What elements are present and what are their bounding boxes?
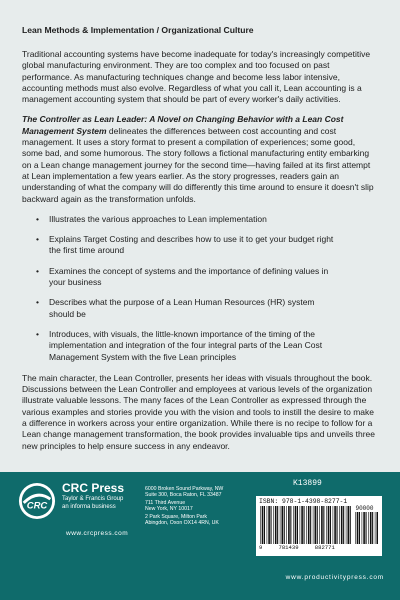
list-item-text: Introduces, with visuals, the little-known importance of the timing of the implementation and integration of the four integral parts of the Lean Cost Management System with the five Lean principles	[49, 328, 323, 362]
publisher-website[interactable]: www.crcpress.com	[66, 530, 129, 537]
address-new-york	[145, 500, 255, 513]
closing-paragraph: The main character, the Lean Controller, presents her ideas with visuals throughout the book. Discussions between the Lean Controller and employees at various levels of the organization illustrate valuable lessons. The many faces of the Lean Controller as expressed through the various examples and stories provide you with the vision and tools to instill the desire to make a difference in workers across your entire organization. While there is no recipe to follow for a Lean change management transformation, the book provides invaluable tips and unveils three new principles to help ensure success in any endeavor.	[22, 372, 375, 451]
address-line: New York, NY 10017	[145, 506, 193, 513]
addon-barcode	[351, 505, 378, 544]
publisher-brand	[62, 482, 124, 511]
publisher-tagline: an informa business	[62, 504, 116, 510]
category-heading: Lean Methods & Implementation / Organizational Culture	[22, 25, 254, 35]
bullet-icon: •	[36, 213, 39, 224]
list-item	[36, 234, 336, 257]
publisher-group: Taylor & Francis Group	[62, 496, 124, 502]
barcode-digits	[259, 544, 379, 551]
isbn-barcode	[256, 496, 382, 556]
isbn-text: ISBN: 978-1-4398-8277-1	[259, 498, 348, 505]
address-line: 711 Third Avenue	[145, 499, 186, 506]
bullet-icon: •	[36, 297, 39, 308]
product-website[interactable]: www.productivitypress.com	[285, 574, 384, 581]
crc-logo-icon	[18, 482, 56, 520]
address-line: Suite 300, Boca Raton, FL 33487	[145, 492, 222, 499]
address-line: Abingdon, Oxon OX14 4RN, UK	[145, 520, 219, 527]
barcode-bars	[259, 506, 379, 544]
address-line: 6000 Broken Sound Parkway, NW	[145, 486, 224, 492]
address-line: 2 Park Square, Milton Park	[145, 513, 207, 520]
list-item-text: Illustrates the various approaches to Lean implementation	[49, 213, 267, 224]
list-item-text: Explains Target Costing and describes how to use it to get your budget right the first time around	[49, 234, 334, 256]
address-boca-raton	[145, 486, 255, 499]
book-summary-paragraph	[22, 114, 378, 204]
list-item	[36, 329, 336, 363]
list-item	[36, 297, 336, 320]
catalog-number: K13899	[293, 479, 322, 488]
publisher-footer	[0, 472, 400, 600]
barcode-digit-group: 9	[259, 544, 263, 551]
ean-barcode-icon	[259, 506, 351, 544]
book-summary-text: delineates the differences between cost accounting and cost management. It uses a story format to present a compilation of experiences; some good, some bad, and some humorous. The story follows a fictional manufacturing entity embarking on a Lean change management journey for the second time—having failed at its first attempt at Lean implementation a few years earlier. As the story progresses, readers gain an understanding of what the company will do differently this time around to ensure it doesn't slip backward again as the transformation unfolds.	[22, 125, 374, 204]
feature-list	[36, 214, 378, 363]
list-item-text: Examines the concept of systems and the importance of defining values in your business	[49, 265, 329, 288]
intro-paragraph: Traditional accounting systems have become inadequate for today's increasingly competitive global manufacturing environment. They are too complex and too focused on past performance. As manufacturing techniques change and become less labor intensive, accounting methods must also evolve. Regardless of what you call it, Lean accounting is a management accounting system that should be part of every worker's daily activities.	[22, 49, 371, 105]
list-item	[36, 214, 336, 225]
publisher-addresses	[145, 486, 255, 527]
bullet-icon: •	[36, 328, 39, 339]
list-item-text: Describes what the purpose of a Lean Human Resources (HR) system should be	[49, 297, 315, 319]
book-title: The Controller as Lean Leader: A Novel on Changing Behavior with a Lean Cost Management System	[22, 114, 344, 136]
addon-code: 90000	[355, 505, 374, 512]
address-abingdon	[145, 514, 255, 527]
logo-text: CRC	[26, 500, 48, 512]
barcode-digit-group: 882771	[314, 544, 335, 551]
addon-barcode-icon	[354, 512, 378, 544]
bullet-icon: •	[36, 234, 39, 245]
list-item	[36, 266, 336, 289]
barcode-digit-group: 781439	[278, 544, 299, 551]
bullet-icon: •	[36, 265, 39, 276]
publisher-name: CRC Press	[62, 481, 125, 495]
